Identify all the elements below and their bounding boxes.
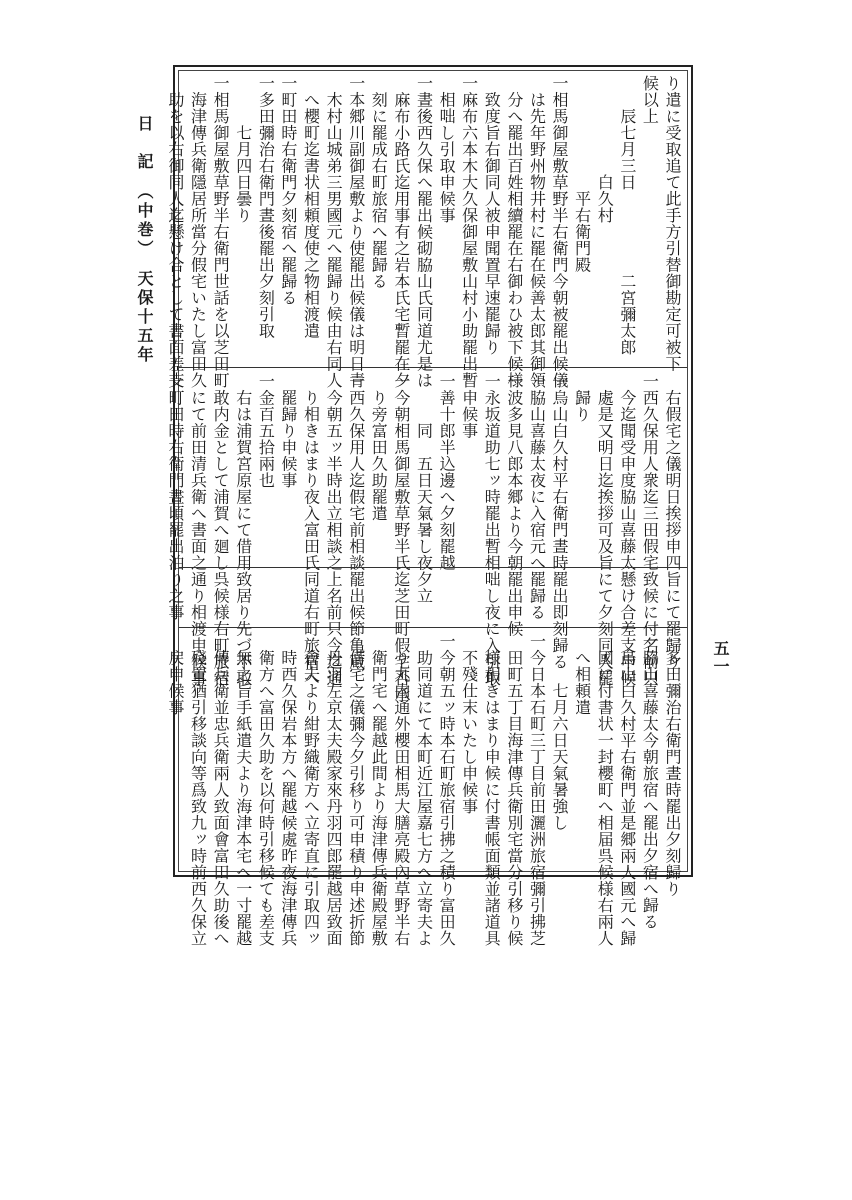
text-column: 歸り xyxy=(572,373,592,423)
text-column: 一金百五拾兩也 xyxy=(256,373,276,489)
text-column: 右は浦賀宮原屋にて借用致居り先づ不取 xyxy=(233,373,253,687)
text-column: 一晝後西久保へ罷出候砌脇山氏同道尤是は xyxy=(414,75,434,389)
text-column: 刻に罷成右町旅宿へ罷歸る xyxy=(369,75,389,290)
text-column: 戻申候事 xyxy=(165,633,185,716)
text-column: 一相馬御屋敷草野半右衛門今朝被罷出候儀 xyxy=(550,75,570,389)
text-column: 助同道にて本町近江屋嘉七方へ立寄夫よ xyxy=(414,633,434,947)
text-column: 田町五丁目海津傳兵衛別宅當分引移り候 xyxy=(504,633,524,947)
text-column: 一波多見八郎本郷より今朝罷出申候 xyxy=(504,373,524,637)
text-column: 白久村 xyxy=(595,75,615,224)
text-column: り丸内通外櫻田相馬大膳亮殿內草野半右 xyxy=(391,633,411,947)
text-column: 一町田時右衛門晝頃罷出泊り之事 xyxy=(165,373,185,621)
text-column: 一麻布六本木大久保御屋敷山村小助罷出暫 xyxy=(459,75,479,389)
text-column: 右假宅之儀明日挨拶申四旨にて罷歸り xyxy=(663,373,682,670)
text-column: 様相きはまり申候に付書帳面類並諸道具 xyxy=(482,633,502,947)
text-column: 木村山城弟三男國元へ罷歸り候由右同人 xyxy=(324,75,344,389)
diary-page-frame xyxy=(165,65,693,947)
text-column: 會夫より紺野織衛方へ立寄直に引取四ッ xyxy=(301,633,321,947)
text-column: 一今朝五ッ時本石町旅宿引拂之積り富田久 xyxy=(437,633,457,947)
text-column: 一西久保用人衆迄三田假宅致候に付名前只 xyxy=(640,373,660,687)
text-column: 一烏山白久村平右衛門晝時罷出即刻歸る xyxy=(550,373,570,670)
text-column: へ相頼遣 xyxy=(572,633,592,716)
text-column: 殘置猶引移談向等爲致九ッ時前西久保立 xyxy=(188,633,208,947)
text-column: 丹羽左京太夫殿家來丹羽四郎罷越居致面 xyxy=(324,633,344,947)
text-column: 處是又明日迄挨拶可及旨にて夕刻同人罷 xyxy=(595,373,615,687)
text-column: 衛門宅へ罷越此間より海津傳兵衛殿屋敷 xyxy=(369,633,389,947)
text-column: は先年野州物井村に罷在候善太郎其御領 xyxy=(527,75,547,389)
text-column: 罷歸り申候事 xyxy=(278,373,298,489)
text-column: 一永坂道助七ッ時罷出暫相咄し夜に入引取 xyxy=(482,373,502,687)
text-column: 七月四日曇り xyxy=(233,75,253,224)
text-column: り遣に受取追て此手方引替御勘定可被下 xyxy=(663,75,682,372)
top-text-band xyxy=(165,75,683,389)
text-column: 七月六日天氣暑強し xyxy=(550,633,570,831)
text-column: 一西久保用人迄假宅前相談罷出候節亀蔵 xyxy=(346,373,366,670)
text-column: 助を以右御同人迄懸け合として書面差支 xyxy=(165,75,185,389)
text-column: にて前田清兵衛へ書面之通り相渡申候事 xyxy=(188,373,208,687)
text-column: 分へ罷出百姓相續罷在右御わひ被下候様 xyxy=(504,75,524,389)
text-column: 傳兵衛並忠兵衛兩人致面會富田久助後へ xyxy=(211,633,231,947)
text-column: 今朝五ッ半時出立相談之上名前只今迄通 xyxy=(324,373,344,687)
running-title: 日 記 （中巻） 天保十五年 xyxy=(135,115,154,365)
text-column: 平右衛門殿 xyxy=(572,75,592,273)
text-column: 海津傳兵衛隱居所當分假宅いたし富田久 xyxy=(188,75,208,389)
text-column: 一脇山喜藤太今朝旅宿へ罷出夕宿へ歸る xyxy=(640,633,660,930)
text-column: 致度旨右御同人被申聞置早速罷歸り xyxy=(482,75,502,356)
text-column: 一今朝相馬御屋敷草野半氏迄芝田町假宅否承 xyxy=(391,373,411,703)
text-column: 申候事 xyxy=(459,373,479,439)
text-column: 不殘仕末いたし申候事 xyxy=(459,633,479,815)
text-column: 衛方へ富田久助を以何時引移候ても差支 xyxy=(256,633,276,947)
text-column: 辰七月三日 二宮彌太郎 xyxy=(617,75,637,356)
text-column: り相きはまり夜入富田氏同道右町旅宿へ xyxy=(301,373,321,687)
top-divider xyxy=(179,367,687,368)
text-column: 時西久保岩本方へ罷越候處昨夜海津傳兵 xyxy=(278,633,298,947)
text-column: 國に付書状一封櫻町へ相届呉候様右兩人 xyxy=(595,633,615,947)
text-column: へ櫻町迄書状相頼度使之物相渡遣 xyxy=(301,75,321,339)
text-column: 一烏山白久村平右衛門並是郷兩人國元へ歸 xyxy=(617,633,637,947)
text-column: 敢内金として浦賀へ廻し呉候様右町旅宿 xyxy=(211,373,231,687)
text-column: 一相馬御屋敷草野半右衛門世話を以芝田町 xyxy=(211,75,231,389)
text-column: 今迄聞受申度脇山喜藤太懸け合差支申候 xyxy=(617,373,637,687)
bottom-text-band xyxy=(165,633,683,947)
text-column: 一町田時右衛門夕刻宿へ罷歸る xyxy=(278,75,298,306)
text-column: 麻布小路氏迄用事有之岩本氏宅暫罷在夕 xyxy=(391,75,411,389)
text-column: 相咄し引取申候事 xyxy=(437,75,457,224)
text-column: 一善十郎半込邊へ夕刻罷越 xyxy=(437,373,457,571)
text-column: 一今日本石町三丁目前田灑洲旅宿彌引拂芝 xyxy=(527,633,547,947)
text-column: 候以上 xyxy=(640,75,660,125)
text-column: 同 五日天氣暑し夜夕立 xyxy=(414,373,434,604)
text-column: 一脇山喜藤太夜に入宿元へ罷歸る xyxy=(527,373,547,621)
text-column: 無之旨手紙遣夫より海津本宅へ一寸罷越 xyxy=(233,633,253,947)
text-column: 一本郷川副御屋敷より使罷出候儀は明日青 xyxy=(346,75,366,389)
text-column: 一多田彌治右衛門晝時罷出夕刻歸り xyxy=(663,633,682,897)
text-column: 一多田彌治右衛門晝後罷出夕刻引取 xyxy=(256,75,276,339)
text-column: り旁富田久助罷遣 xyxy=(369,373,389,522)
text-column: 借宅之儀彌今夕引移り可申積り申述折節 xyxy=(346,633,366,947)
page-number: 五一 xyxy=(711,640,730,676)
